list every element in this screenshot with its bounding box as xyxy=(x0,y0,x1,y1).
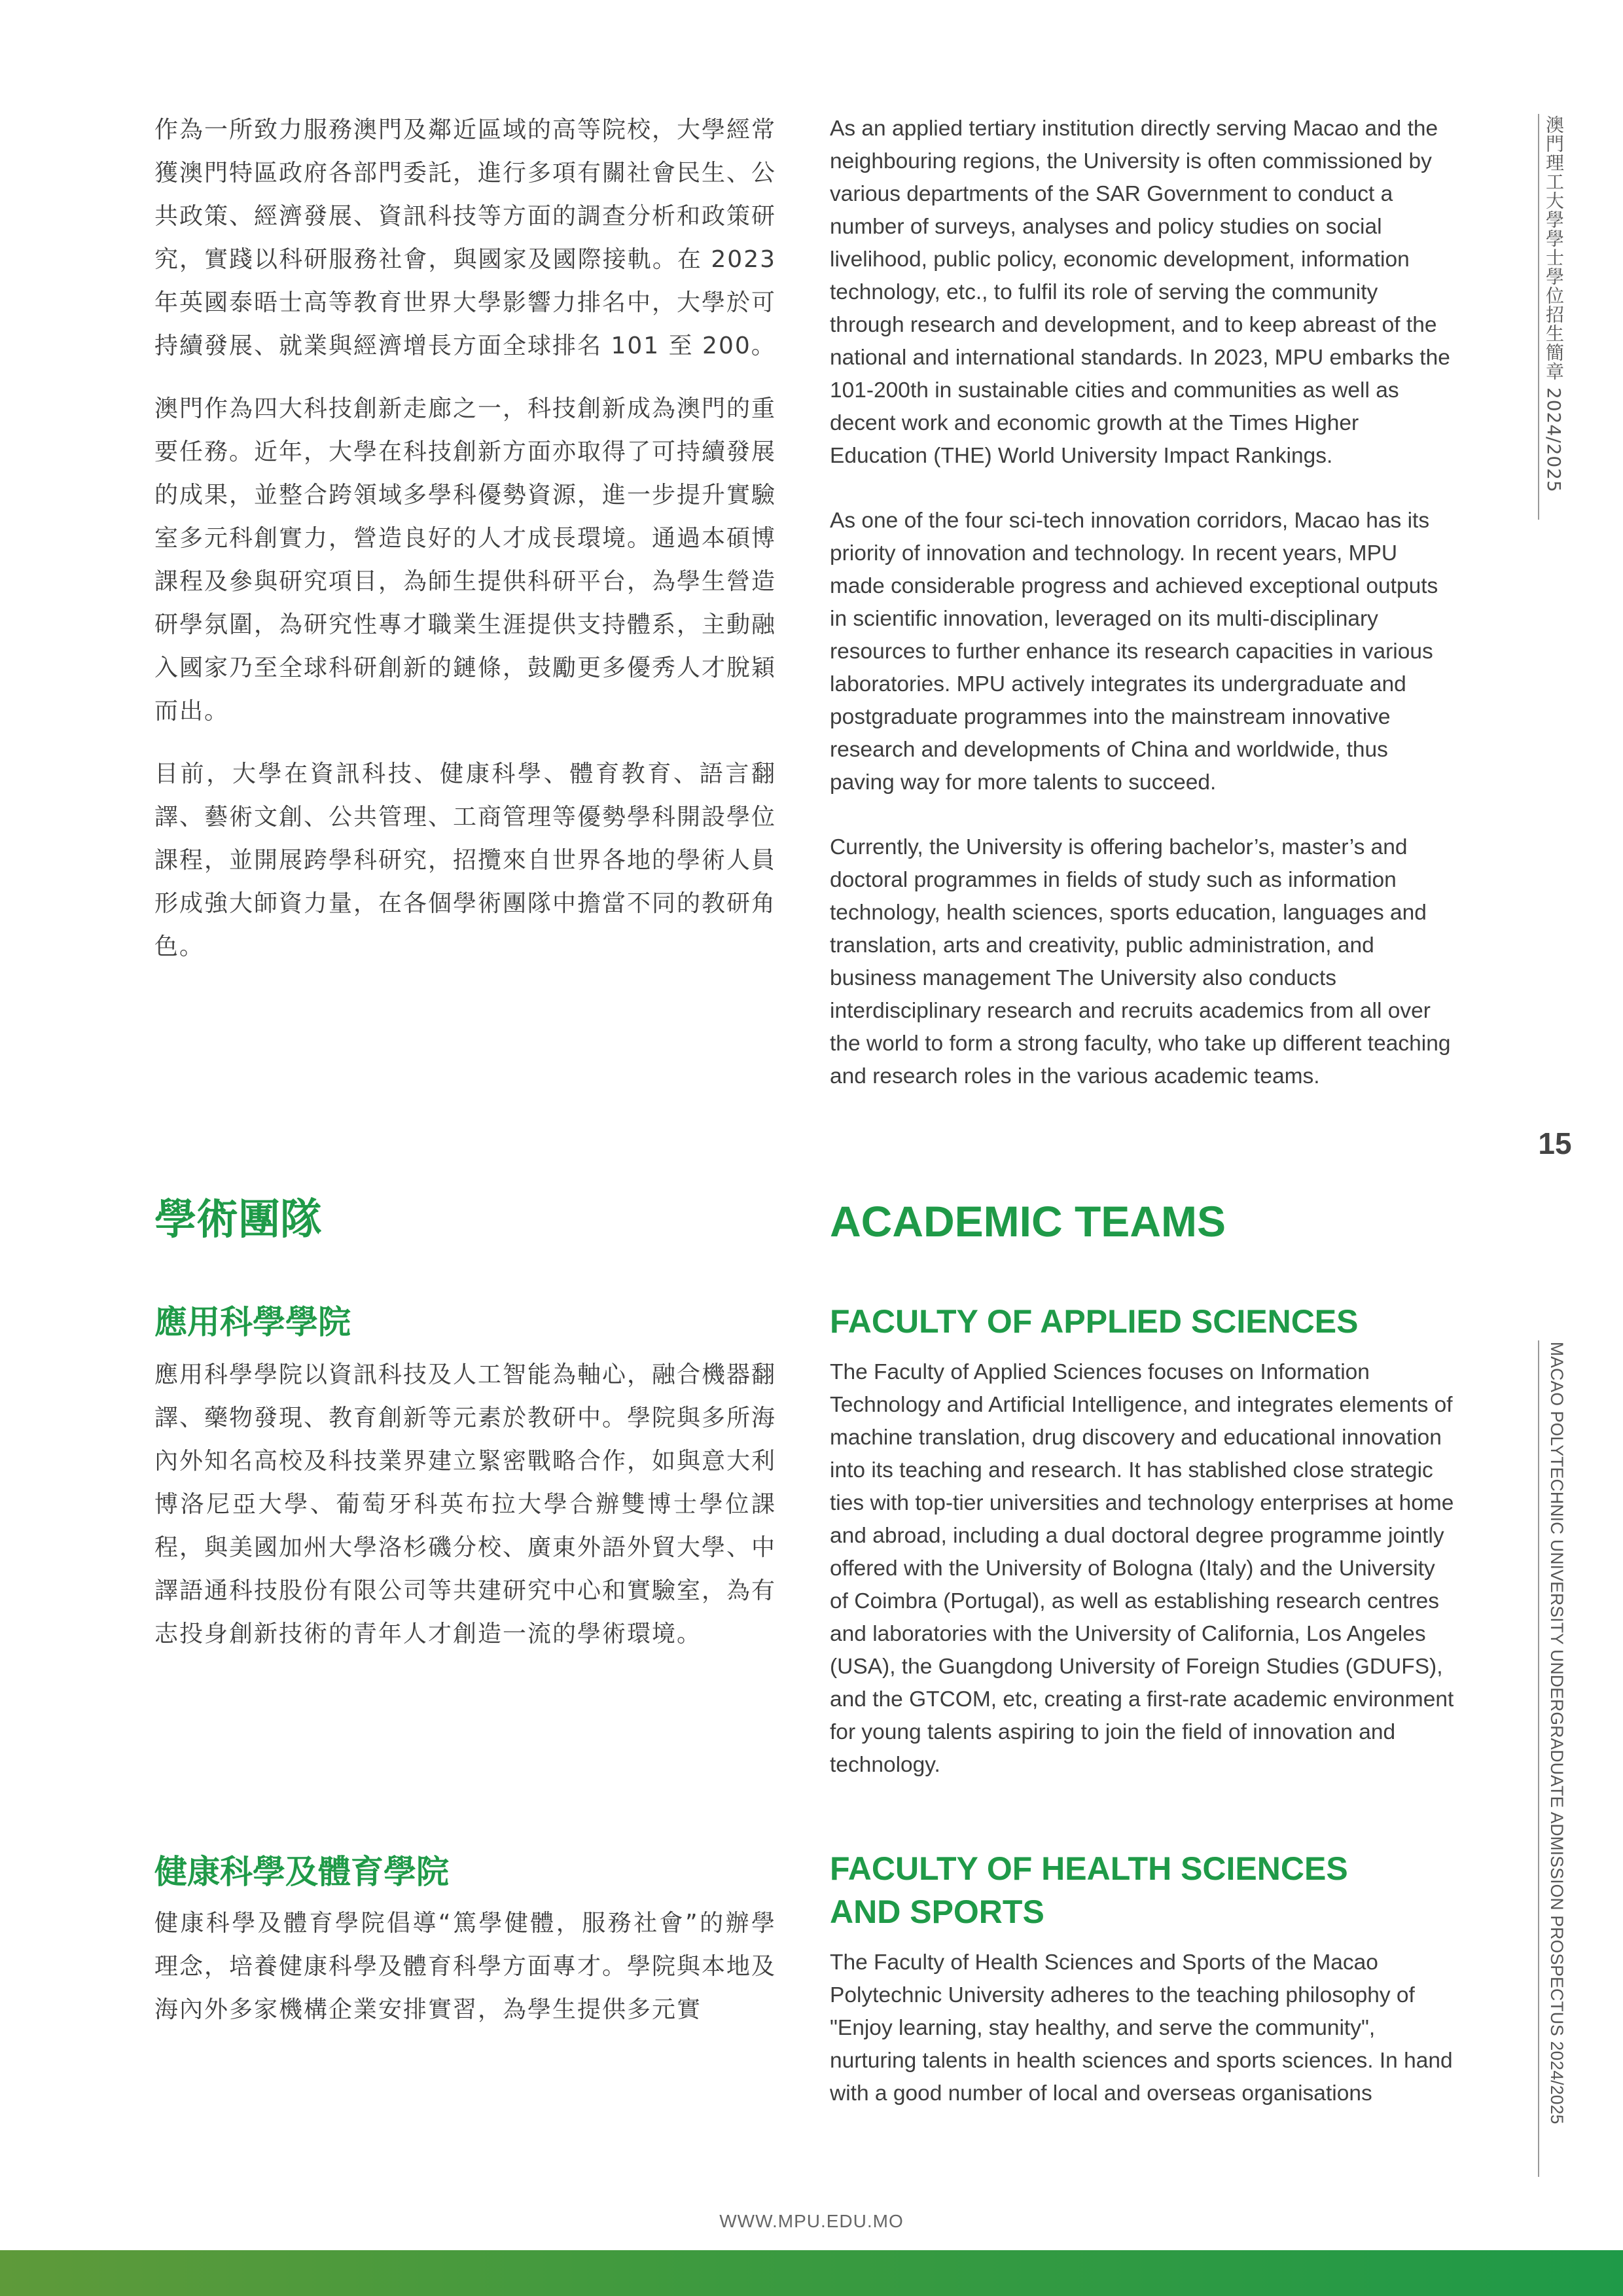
fas-body-zh: 應用科學學院以資訊科技及人工智能為軸心，融合機器翻譯、藥物發現、教育創新等元素於教研中。學院與多所海內外知名高校及科技業界建立緊密戰略合作，如與意大利博洛尼亞大學、葡萄牙科英布拉大學合辦雙博士學位課程，與美國加州大學洛杉磯分校、廣東外語外貿大學、中譯語通科技股份有限公司等共建研究中心和實驗室，為有志投身創新技術的青年人才創造一流的學術環境。 xyxy=(154,1361,777,1647)
intro-en-paragraph-2: As one of the four sci-tech innovation corridors, Macao has its priority of innovation and technology. In recent years, MPU made considerable progress and achieved exceptional outputs in scientific innovation, leveraged on its multi-disciplinary resources to further enhance its research capacities in various laboratories. MPU actively integrates its undergraduate and postgraduate programmes into the mainstream innovative research and developments of China and worldwide, thus paving way for more talents to succeed. xyxy=(830,509,1438,795)
intro-en-paragraph-3: Currently, the University is offering bachelor’s, master’s and doctoral programmes in fields of study such as information technology, health sciences, sports education, languages and translation, arts and creativity, public administration, and business management The University also conducts interdisciplinary research and recruits academics from all over the world to form a strong faculty, who take up different teaching and research roles in the various academic teams. xyxy=(830,835,1451,1088)
footer-bar xyxy=(0,2250,1623,2296)
intro-zh-paragraph-3: 目前，大學在資訊科技、健康科學、體育教育、語言翻譯、藝術文創、公共管理、工商管理等優勢學科開設學位課程，並開展跨學科研究，招攬來自世界各地的學術人員形成強大師資力量，在各個學術團隊中擔當不同的教研角色。 xyxy=(154,761,777,960)
side-title-en: MACAO POLYTECHNIC UNIVERSITY UNDERGRADUATE ADMISSION PROSPECTUS 2024/2025 xyxy=(1547,1342,1567,2125)
footer-url: WWW.MPU.EDU.MO xyxy=(719,2211,904,2231)
fas-title-zh: 應用科學學院 xyxy=(154,1303,351,1341)
fhss-section-en xyxy=(830,1847,1454,2110)
fhss-title-en-line-1: FACULTY OF HEALTH SCIENCES xyxy=(830,1850,1348,1887)
fhss-body-en: The Faculty of Health Sciences and Sports of the Macao Polytechnic University adheres to the teaching philosophy of "Enjoy learning, stay healthy, and serve the community", nurturing talents in health sciences and sports sciences. In hand with a good number of local and overseas organisations xyxy=(830,1950,1453,2106)
side-rule-bottom xyxy=(1538,1340,1539,2177)
academic-teams-title-zh: 學術團隊 xyxy=(154,1196,322,1244)
intro-zh xyxy=(154,109,776,969)
academic-teams-title-en: ACADEMIC TEAMS xyxy=(830,1197,1226,1246)
fas-body-en: The Faculty of Applied Sciences focuses on Information Technology and Artificial Intelligence, and integrates elements of machine translation, drug discovery and educational innovation into its teaching and research. It has stablished close strategic ties with top-tier universities and technology enterprises at home and abroad, including a dual doctoral degree programme jointly offered with the University of Bologna (Italy) and the University of Coimbra (Portugal), as well as establishing research centres and laboratories with the University of California, Los Angeles (USA), the Guangdong University of Foreign Studies (GDUFS), and the GTCOM, etc, creating a first-rate academic environment for young talents aspiring to join the field of innovation and technology. xyxy=(830,1360,1454,1777)
fhss-section-zh xyxy=(154,1852,776,2032)
fas-title-en: FACULTY OF APPLIED SCIENCES xyxy=(830,1303,1359,1340)
fhss-title-en xyxy=(830,1847,1454,1933)
intro-en xyxy=(830,113,1454,1093)
page-number: 15 xyxy=(1538,1126,1572,1160)
side-title-zh: 澳門理工大學學士學位招生簡章 2024/2025 xyxy=(1543,115,1565,493)
fas-section-en xyxy=(830,1300,1454,1782)
side-rule-top xyxy=(1538,114,1539,520)
intro-zh-paragraph-2: 澳門作為四大科技創新走廊之一，科技創新成為澳門的重要任務。近年，大學在科技創新方面亦取得了可持續發展的成果，並整合跨領域多學科優勢資源，進一步提升實驗室多元科創實力，營造良好的人才成長環境。通過本碩博課程及參與研究項目，為師生提供科研平台，為學生營造研學氛圍，為研究性專才職業生涯提供支持體系，主動融入國家乃至全球科研創新的鏈條，鼓勵更多優秀人才脫穎而出。 xyxy=(154,395,777,725)
intro-zh-paragraph-1: 作為一所致力服務澳門及鄰近區域的高等院校，大學經常獲澳門特區政府各部門委託，進行多項有關社會民生、公共政策、經濟發展、資訊科技等方面的調查分析和政策研究，實踐以科研服務社會，與國家及國際接軌。在 2023 年英國泰晤士高等教育世界大學影響力排名中，大學於可持續發展、就業與經濟增長方面全球排名 101 至 200。 xyxy=(154,117,777,359)
fhss-title-zh: 健康科學及體育學院 xyxy=(154,1853,449,1891)
fhss-title-en-line-2: AND SPORTS xyxy=(830,1893,1044,1930)
fhss-body-zh: 健康科學及體育學院倡導“篤學健體，服務社會”的辦學理念，培養健康科學及體育科學方面專才。學院與本地及海內外多家機構企業安排實習，為學生提供多元實 xyxy=(154,1910,777,2023)
fas-section-zh xyxy=(154,1302,776,1656)
intro-en-paragraph-1: As an applied tertiary institution directly serving Macao and the neighbouring regions, the University is often commissioned by various departments of the SAR Government to conduct a number of surveys, analyses and policy studies on social livelihood, public policy, economic development, information technology, etc., to fulfil its role of serving the community through research and development, and to keep abreast of the national and international standards. In 2023, MPU embarks the 101-200th in sustainable cities and communities as well as decent work and economic growth at the Times Higher Education (THE) World University Impact Rankings. xyxy=(830,117,1450,468)
